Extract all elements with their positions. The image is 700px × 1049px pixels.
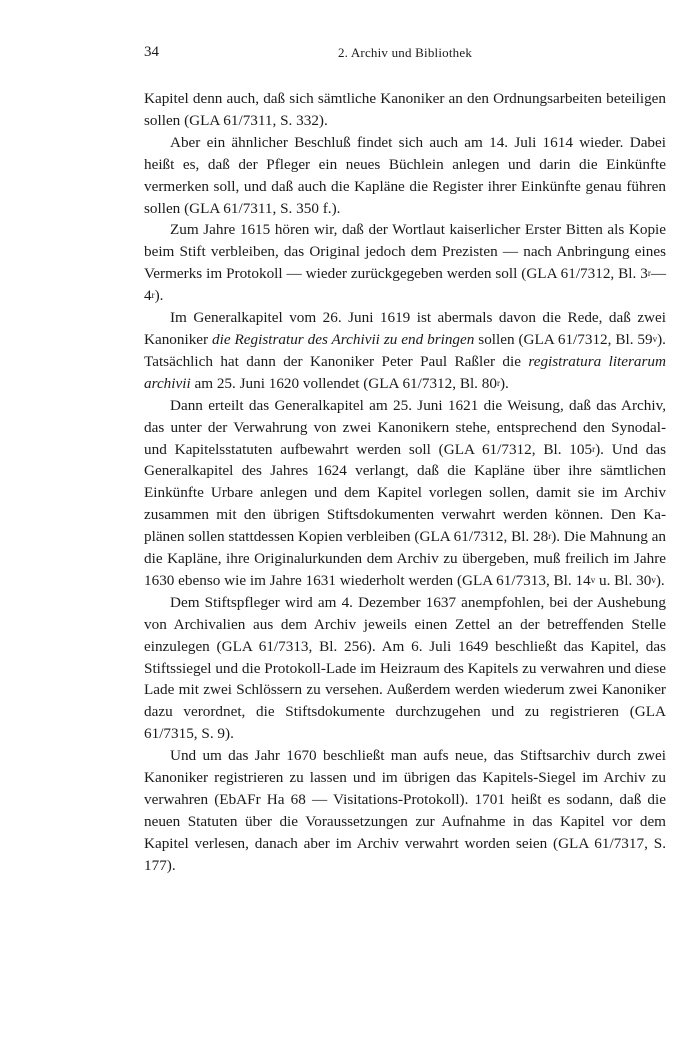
folio-superscript: r xyxy=(592,443,596,454)
paragraph-text: ). xyxy=(499,374,509,392)
running-head: 2. Archiv und Bibliothek xyxy=(337,45,473,60)
paragraph-text: ). Und das Generalkapitel des Jahres 1624 verlangt, daß die Kapläne über ihre sämtlichen Einkünfte Urbare anlegen und dem Kapitel vorlegen sollen, damit sie im Archiv zusammen mit den übrigen Stiftsdokumenten verwahrt werden können. Den Kaplänen sollen stattdessen Kopien verbleiben (GLA 61/7312, Bl. 28 xyxy=(144,440,666,546)
folio-superscript: v xyxy=(651,574,656,585)
page-number: 34 xyxy=(144,44,159,60)
paragraph-text: —4 xyxy=(144,265,666,305)
paragraph-text: Dann erteilt das Generalkapitel am 25. Juni 1621 die Weisung, daß das Archiv, das unter der Verwahrung von zwei Kanonikern stehe, entsprechend den Synodal- und Kapitelsstatuten aufbewahrt werden soll (GLA 61/7312, Bl. 105 xyxy=(144,396,666,458)
paragraph-text: ). Die Mahnung an die Kapläne, ihre Originalurkunden dem Archiv zu übergeben, muß freilich im Jahre 1630 ebenso wie im Jahre 1631 wiederholt werden (GLA 61/7313, Bl. 14 xyxy=(144,528,666,589)
paragraph xyxy=(144,745,666,876)
paragraph-text: ). xyxy=(154,287,164,305)
paragraph-text: Aber ein ähnlicher Beschluß findet sich auch am 14. Juli 1614 wieder. Dabei heißt es, daß der Pfleger ein neues Büchlein anlegen und darin die Einkünfte vermerken soll, und daß auch die Kapläne die Register ihrer Einkünfte genau führen sollen (GLA 61/7311, S. 350 f.). xyxy=(144,133,666,217)
paragraph-text: ). Tatsächlich hat dann der Kanoniker Peter Paul Raßler die xyxy=(144,330,666,370)
quoted-source-text: die Registratur des Archivii zu end bringen xyxy=(212,330,475,348)
book-page xyxy=(144,44,666,877)
paragraph-text: Im Generalkapitel vom 26. Juni 1619 ist abermals davon die Rede, daß zwei Kanoniker xyxy=(144,309,666,348)
folio-superscript: v xyxy=(652,333,658,344)
folio-superscript: r xyxy=(496,377,500,388)
folio-superscript: r xyxy=(151,290,155,301)
quoted-source-text: registratura literarum archivii xyxy=(144,352,666,392)
paragraph-text: am 25. Juni 1620 vollendet (GLA 61/7312, Bl. 80 xyxy=(190,374,497,392)
paragraph-text: ). xyxy=(655,571,665,589)
paragraph xyxy=(144,132,666,220)
paragraph xyxy=(144,307,666,395)
paragraph-text: Und um das Jahr 1670 beschließt man aufs neue, das Stiftsarchiv durch zwei Kanoniker registrieren zu lassen und im übrigen das Kapitels-Siegel im Archiv zu verwahren (EbAFr Ha 68 — Visitations-Protokoll). 1701 heißt es sodann, daß die neuen Statuten über die Voraussetzungen zur Aufnahme in das Kapitel vor dem Kapitel verlesen, danach aber im Archiv verwahrt worden seien (GLA 61/7317, S. 177). xyxy=(144,747,666,874)
body-text xyxy=(144,88,666,877)
paragraph-text: Dem Stiftspfleger wird am 4. Dezember 1637 anempfohlen, bei der Aushebung von Archivalien aus dem Archiv jeweils einen Zettel an der betreffenden Stelle einzulegen (GLA 61/7313, Bl. 256). Am 6. Juli 1649 beschließt das Kapitel, das Stiftssiegel und die Protokoll-Lade im Heizraum des Kapitels zu verwahren und diese Lade mit zwei Schlössern zu versehen. Außerdem werden wiederum zwei Kanoniker dazu verordnet, die Stiftsdokumente durchzugehen und zu registrieren (GLA 61/7315, S. 9). xyxy=(144,593,666,743)
folio-superscript: v xyxy=(590,574,596,585)
paragraph-text: u. Bl. 30 xyxy=(595,571,652,589)
folio-superscript: r xyxy=(647,268,651,279)
folio-superscript: r xyxy=(548,531,552,542)
paragraph-text: Zum Jahre 1615 hören wir, daß der Wortlaut kaiserlicher Erster Bitten als Kopie beim Stift verbleiben, das Original jedoch dem Prezisten — nach Anbringung eines Vermerks im Protokoll — wieder zurückgegeben werden soll (GLA 61/7312, Bl. 3 xyxy=(144,221,666,283)
paragraph-text: sollen (GLA 61/7312, Bl. 59 xyxy=(474,330,653,348)
paragraph xyxy=(144,219,666,307)
paragraph-text: Kapitel denn auch, daß sich sämtliche Kanoniker an den Ordnungsarbeiten beteiligen sollen (GLA 61/7311, S. 332). xyxy=(144,90,666,129)
paragraph xyxy=(144,592,666,745)
paragraph xyxy=(144,395,666,592)
paragraph xyxy=(144,88,666,132)
page-header xyxy=(144,44,666,66)
